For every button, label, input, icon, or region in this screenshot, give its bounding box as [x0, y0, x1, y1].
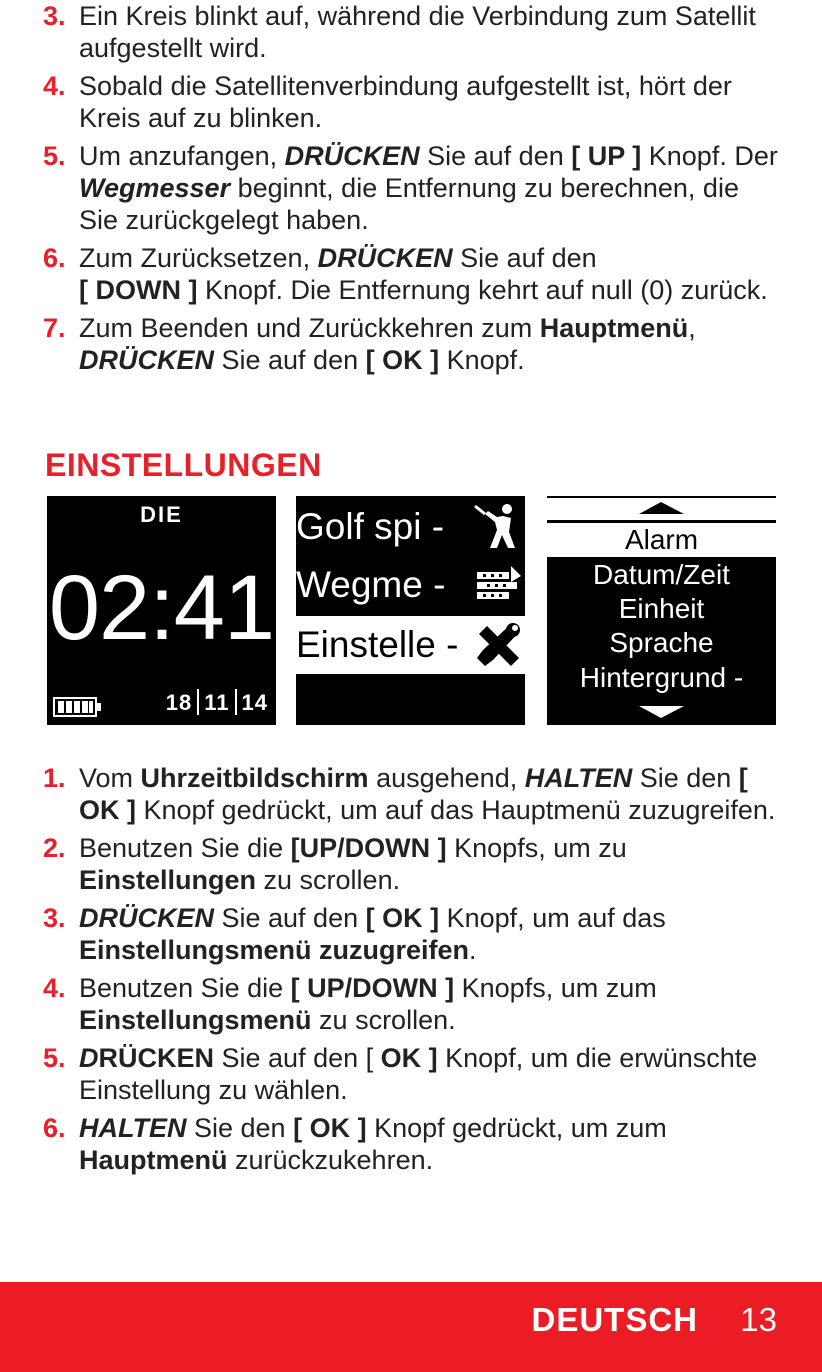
settings-item-alarm: Alarm [547, 523, 776, 557]
step-text: zurückzukehren. [227, 1145, 434, 1175]
step-text: Sobald die Satellitenverbindung aufgestellt ist, hört der Kreis auf zu blinken. [79, 71, 732, 133]
button-reference: OK ] [380, 1043, 438, 1073]
step-number: 5. [43, 1043, 66, 1073]
step-text: Knopf gedrückt, um zum [366, 1113, 667, 1143]
step-number: 6. [43, 243, 66, 273]
step-emphasis: Hauptmenü [79, 1145, 228, 1175]
step-text: Sie auf den [214, 345, 366, 375]
step-text: ausgehend, [368, 763, 525, 793]
step-emphasis: HALTEN [524, 763, 633, 793]
step-number: 4. [43, 973, 66, 1003]
step-text: Knopfs, um zum [454, 973, 657, 1003]
step-number: 5. [43, 141, 66, 171]
date-year: 14 [241, 690, 268, 715]
battery-full-icon [53, 696, 103, 723]
list-item [0, 312, 822, 376]
step-text: Ein Kreis blinkt auf, während die Verbindung zum Satellit aufgestellt wird. [79, 1, 756, 63]
step-text: Zum Beenden und Zurückkehren zum [79, 313, 540, 343]
step-text: Um anzufangen, [79, 141, 285, 171]
step-number: 7. [43, 313, 66, 343]
step-number: 1. [43, 763, 66, 793]
step-text: Benutzen Sie die [79, 973, 291, 1003]
step-text: Sie auf den [214, 903, 366, 933]
list-item [0, 902, 822, 966]
list-item [0, 832, 822, 896]
step-text: Sie auf den [ [214, 1043, 381, 1073]
scroll-up-arrow-icon [547, 498, 776, 520]
settings-item-language: Sprache [609, 627, 714, 658]
date-month: 11 [204, 690, 230, 715]
step-text: beginnt, die Entfernung zu berechnen, die Sie zurückgelegt haben. [79, 173, 739, 235]
step-emphasis: Uhrzeitbildschirm [140, 763, 369, 793]
step-text: Sie den [632, 763, 739, 793]
step-number: 4. [43, 71, 66, 101]
footer-language: DEUTSCH [531, 1301, 698, 1338]
list-item [0, 70, 822, 134]
menu-item-label: Golf spi - [296, 506, 445, 547]
odometer-icon [473, 560, 523, 610]
step-emphasis: Einstellungsmenü zuzugreifen [79, 935, 470, 965]
menu-item-golf [296, 498, 525, 556]
steps-top-list [0, 0, 822, 382]
step-emphasis: Einstellungen [79, 865, 257, 895]
step-number: 3. [43, 1, 66, 31]
step-emphasis: DRÜCKEN [284, 141, 420, 171]
step-emphasis: DRÜCKEN [79, 903, 214, 933]
list-item [0, 242, 822, 306]
steps-bottom-list [0, 762, 822, 1182]
step-emphasis: HALTEN [79, 1113, 187, 1143]
step-emphasis: DRÜCKEN [79, 345, 214, 375]
settings-item-datetime: Datum/Zeit [593, 559, 730, 590]
step-text: Knopf, um die erwünschte Einstellung zu wählen. [79, 1043, 758, 1105]
step-text: Knopfs, um zu [446, 833, 627, 863]
step-number: 6. [43, 1113, 66, 1143]
step-text: Knopf. Die Entfernung kehrt auf null (0) zurück. [197, 275, 768, 305]
menu-item-label: Wegme - [296, 564, 446, 605]
step-text: zu scrollen. [311, 1005, 456, 1035]
button-reference: [ UP ] [571, 141, 642, 171]
page-footer [0, 1282, 822, 1372]
settings-menu-screen [547, 496, 776, 725]
button-reference: [ OK ] [365, 903, 440, 933]
list-item [0, 140, 822, 236]
button-reference: [ DOWN ] [79, 275, 198, 305]
tools-icon [473, 620, 523, 670]
step-text: Knopf gedrückt, um auf das Hauptmenü zuzugreifen. [136, 795, 776, 825]
list-item [0, 0, 822, 64]
section-heading: EINSTELLUNGEN [45, 447, 322, 483]
button-reference: [ OK ] [293, 1113, 367, 1143]
step-number: 3. [43, 903, 66, 933]
list-item [0, 972, 822, 1036]
settings-item-unit: Einheit [618, 593, 705, 624]
scroll-down-arrow-icon [547, 702, 776, 722]
date-day: 18 [165, 690, 193, 715]
step-text: Zum Zurücksetzen, [79, 243, 318, 273]
menu-item-label: Einstelle - [296, 624, 459, 665]
clock-screen [47, 496, 276, 725]
step-text: Benutzen Sie die [79, 833, 291, 863]
step-emphasis: Wegmesser [79, 173, 231, 203]
step-text: Sie auf den [419, 141, 572, 171]
page-number: 13 [740, 1301, 777, 1338]
step-emphasis: DRÜCKEN [317, 243, 453, 273]
button-reference: [ OK ] [365, 345, 440, 375]
step-emphasis: D [79, 1043, 99, 1073]
step-emphasis: Hauptmenü [539, 313, 689, 343]
step-text: Sie den [186, 1113, 294, 1143]
weekday-label: DIE [140, 502, 183, 527]
menu-item-odometer [296, 556, 525, 614]
step-text: , [688, 313, 696, 343]
button-reference: [ OK ] [79, 763, 748, 825]
button-reference: [UP/DOWN ] [290, 833, 447, 863]
step-emphasis: RÜCKEN [98, 1043, 215, 1073]
button-reference: [ UP/DOWN ] [290, 973, 455, 1003]
menu-item-settings [296, 616, 525, 674]
step-text: . [469, 935, 477, 965]
clock-date [166, 689, 268, 716]
step-emphasis: Einstellungsmenü [79, 1005, 312, 1035]
step-number: 2. [43, 833, 66, 863]
step-text: Knopf. Der [641, 141, 778, 171]
main-menu-screen [296, 496, 525, 725]
step-text: Knopf, um auf das [439, 903, 666, 933]
step-text: Sie auf den [452, 243, 597, 273]
golfer-icon [473, 502, 523, 552]
list-item [0, 762, 822, 826]
clock-time: 02:41 [48, 557, 275, 659]
step-text: Vom [79, 763, 141, 793]
step-text: zu scrollen. [256, 865, 401, 895]
step-text: Knopf. [439, 345, 525, 375]
settings-item-background: Hintergrund - [579, 662, 744, 693]
list-item [0, 1112, 822, 1176]
list-item [0, 1042, 822, 1106]
